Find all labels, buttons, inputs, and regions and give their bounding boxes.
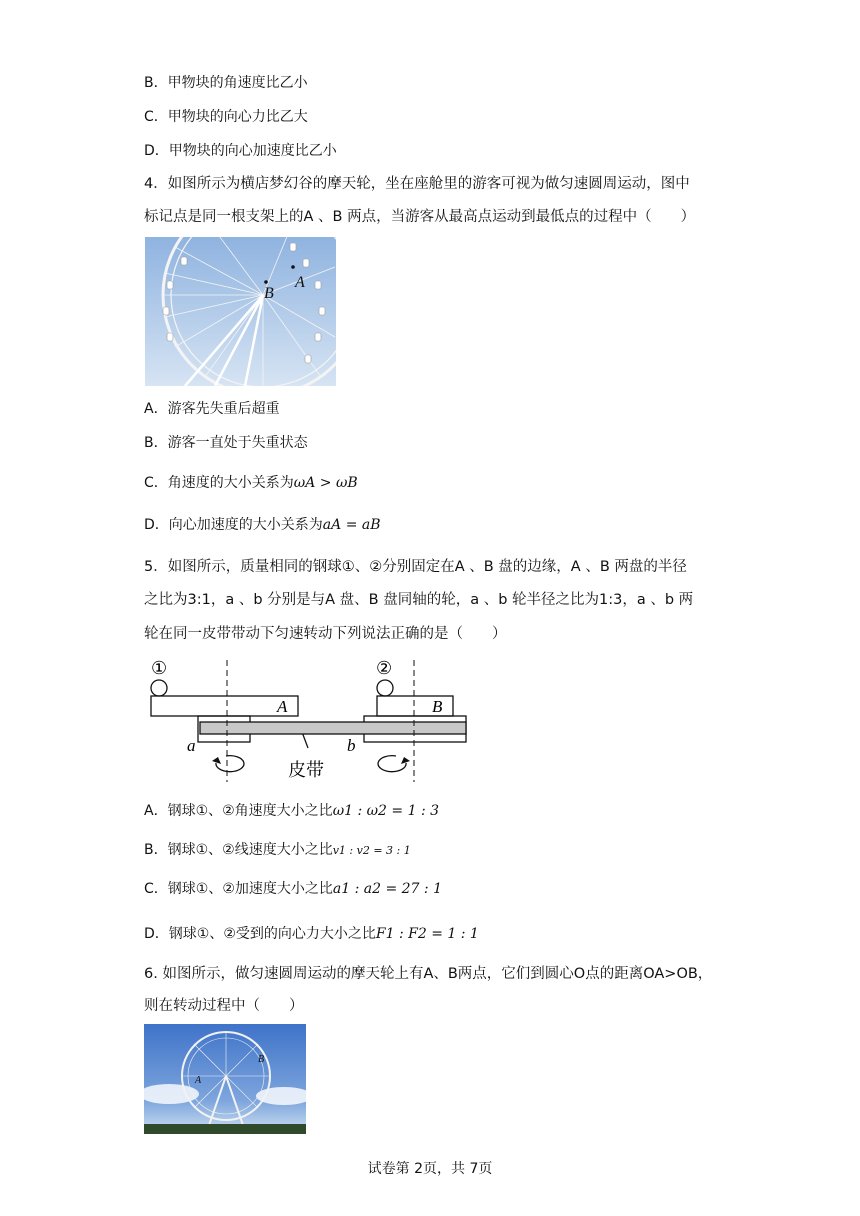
q4-option-b: B．游客一直处于失重状态 xyxy=(144,435,308,451)
q6-photo-label-b: B xyxy=(258,1054,265,1065)
q5-stem-line2: 之比为3:1，a 、b 分别是与A 盘、B 盘同轴的轮，a 、b 轮半径之比为1:3，a 、b 两 xyxy=(144,592,694,608)
q4-ferris-wheel-photo xyxy=(145,237,336,386)
q5-option-d xyxy=(144,924,479,944)
q4-option-d-text: D．向心加速度的大小关系为 xyxy=(144,517,323,533)
q3-option-b: B．甲物块的角速度比乙小 xyxy=(144,75,308,91)
q5-wheel-a-label: a xyxy=(187,736,196,755)
q5-option-d-text: D．钢球①、②受到的向心力大小之比 xyxy=(144,926,376,942)
q5-option-a-formula: ω1 : ω2 = 1 : 3 xyxy=(332,803,440,819)
q4-option-c-text: C．角速度的大小关系为 xyxy=(144,475,294,491)
q5-option-b-formula: v1 : v2 = 3 : 1 xyxy=(332,844,411,857)
q5-ball2-label: ② xyxy=(376,658,393,678)
q4-option-d xyxy=(144,515,381,535)
q5-stem-line3: 轮在同一皮带带动下匀速转动下列说法正确的是（ ） xyxy=(144,626,507,642)
q6-stem-line2: 则在转动过程中（ ） xyxy=(144,998,304,1014)
q4-option-a: A．游客先失重后超重 xyxy=(144,401,280,417)
q4-option-d-formula: aA = aB xyxy=(322,517,381,533)
q5-option-a-text: A．钢球①、②角速度大小之比 xyxy=(144,803,333,819)
q5-option-c-text: C．钢球①、②加速度大小之比 xyxy=(144,881,333,897)
q5-stem-line1: 5．如图所示，质量相同的钢球①、②分别固定在A 、B 盘的边缘，A 、B 两盘的半径 xyxy=(144,559,687,575)
q6-photo-label-a: A xyxy=(195,1075,202,1086)
q5-option-d-formula: F1 : F2 = 1 : 1 xyxy=(375,926,479,942)
q5-wheel-b-label: b xyxy=(347,736,356,755)
q5-option-c xyxy=(144,879,442,899)
q3-option-d: D．甲物块的向心加速度比乙小 xyxy=(144,143,337,159)
q5-disk-b-label: B xyxy=(432,697,443,716)
q4-option-c xyxy=(144,473,358,493)
q4-stem-line2: 标记点是同一根支架上的A 、B 两点，当游客从最高点运动到最低点的过程中（ ） xyxy=(144,209,696,225)
q4-photo-label-b: B xyxy=(264,285,274,302)
q4-stem-line1: 4．如图所示为横店梦幻谷的摩天轮，坐在座舱里的游客可视为做匀速圆周运动，图中 xyxy=(144,176,690,192)
q4-option-c-formula: ωA > ωB xyxy=(293,475,358,491)
q5-option-b xyxy=(144,840,411,861)
q3-option-c: C．甲物块的向心力比乙大 xyxy=(144,109,308,125)
q5-option-c-formula: a1 : a2 = 27 : 1 xyxy=(332,881,442,897)
q5-ball1-label: ① xyxy=(151,658,168,678)
page-footer: 试卷第 2页，共 7页 xyxy=(367,1161,493,1177)
q5-belt-diagram xyxy=(140,654,475,784)
q4-photo-label-a: A xyxy=(295,274,305,291)
q6-stem-line1: 6. 如图所示，做匀速圆周运动的摩天轮上有A、B两点，它们到圆心O点的距离OA>OB， xyxy=(144,966,713,982)
q5-option-b-text: B．钢球①、②线速度大小之比 xyxy=(144,842,333,858)
q5-belt-label: 皮带 xyxy=(288,760,324,780)
q5-disk-a-label: A xyxy=(277,697,288,716)
q6-ferris-wheel-photo xyxy=(144,1024,306,1134)
q5-option-a xyxy=(144,801,439,821)
